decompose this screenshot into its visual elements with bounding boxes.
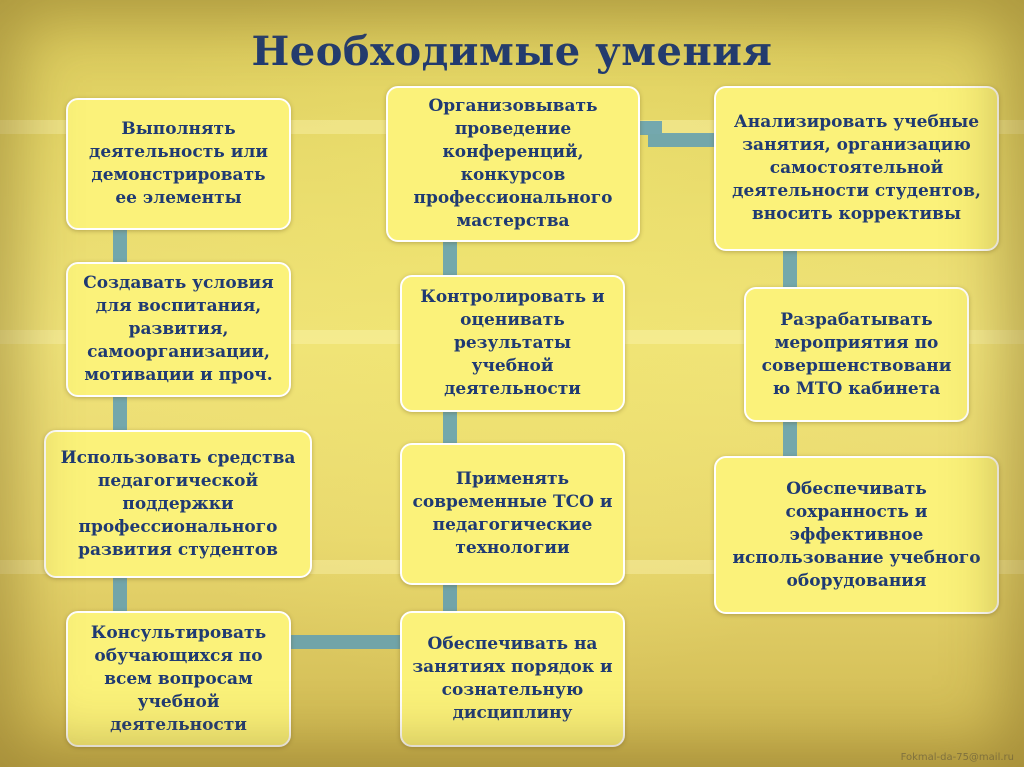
skill-box [66,611,291,747]
skill-text: Использовать средства педагогической поддержки профессионального развития студентов [60,447,296,560]
page-title: Необходимые умения [251,28,773,75]
connector-top [640,128,718,140]
skill-text: Применять современные ТСО и педагогические технологии [412,469,613,558]
skill-box [44,430,312,578]
skill-text: Создавать условия для воспитания, развития, самоорганизации, мотивации и проч. [83,273,274,385]
skill-box [386,86,640,242]
skill-text: Обеспечивать на занятиях порядок и сознательную дисциплину [412,634,613,723]
skill-box [66,262,291,397]
skill-box [714,456,999,614]
skill-text: Анализировать учебные занятия, организацию самостоятельной деятельности студентов, вносить коррективы [732,112,981,224]
skill-text: Консультировать обучающихся по всем вопросам учебной деятельности [90,622,267,735]
skill-box [400,275,625,412]
skill-text: Выполнять деятельность или демонстрировать ее элементы [89,119,268,208]
skill-text: Организовывать проведение конференций, конкурсов профессионального мастерства [413,96,613,231]
skill-text: Разрабатывать мероприятия по совершенствовани ю МТО кабинета [761,309,952,399]
skill-box [400,611,625,747]
skill-box [744,287,969,422]
skill-box [714,86,999,251]
skill-box [400,443,625,585]
footer-watermark: Fokmal-da-75@mail.ru [900,752,1014,763]
skill-box [66,98,291,230]
skill-text: Контролировать и оценивать результаты учебной деятельности [420,287,605,399]
skill-text: Обеспечивать сохранность и эффективное использование учебного оборудования [732,478,981,591]
